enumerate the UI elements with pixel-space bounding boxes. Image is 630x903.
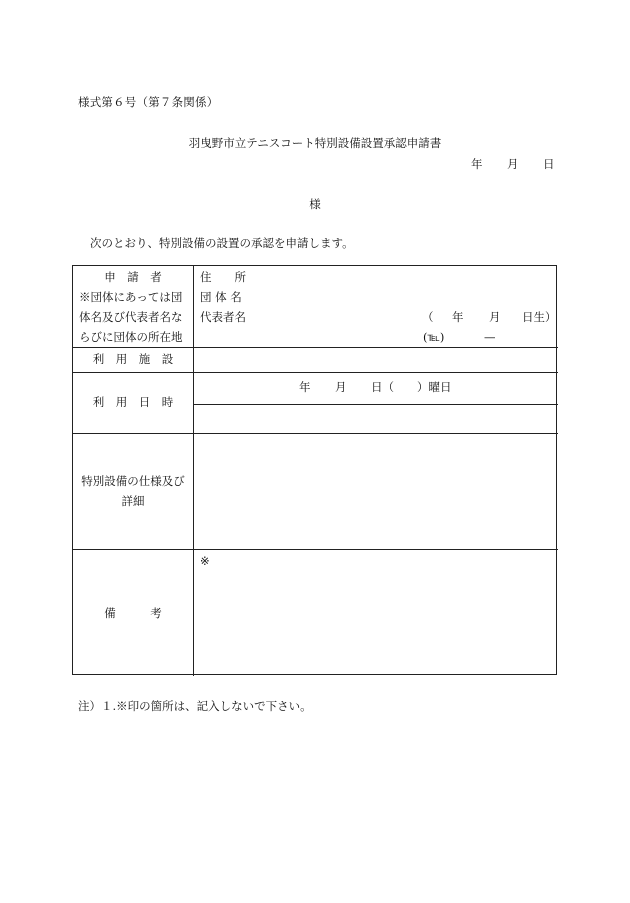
birth-month: 月	[489, 310, 501, 324]
tel-dash: —	[484, 330, 496, 344]
date-year: 年	[471, 157, 483, 171]
applicant-note-line2: 体名及び代表者名な	[79, 310, 183, 324]
column-divider	[193, 266, 194, 676]
remarks-mark: ※	[200, 554, 210, 568]
birth-year: 年	[452, 310, 464, 324]
document-title: 羽曳野市立テニスコート特別設備設置承認申請書	[188, 136, 442, 150]
remarks-label: 備 考	[104, 606, 162, 620]
form-number: 様式第６号（第７条関係）	[78, 95, 219, 109]
date-month: 月	[507, 157, 519, 171]
applicant-label: 申 請 者	[104, 270, 162, 284]
application-table	[72, 265, 557, 675]
usage-year: 年	[299, 380, 311, 394]
usage-datetime-label: 利 用 日 時	[92, 395, 174, 409]
facility-label: 利 用 施 設	[92, 352, 174, 366]
usage-month: 月	[335, 380, 347, 394]
equipment-label-line2: 詳細	[121, 494, 145, 508]
applicant-note-line1: ※団体にあっては団	[79, 290, 183, 304]
addressee: 様	[309, 197, 321, 211]
group-name-label: 団 体 名	[200, 290, 242, 304]
birth-day: 日生）	[522, 310, 557, 324]
date-day: 日	[543, 157, 555, 171]
row-divider	[193, 404, 558, 405]
address-label: 住 所	[200, 270, 246, 284]
intro-text: 次のとおり、特別設備の設置の承認を申請します。	[90, 236, 354, 250]
row-divider	[73, 347, 558, 348]
usage-day-weekday: 日（ ）曜日	[371, 380, 452, 394]
representative-label: 代表者名	[200, 310, 246, 324]
row-divider	[73, 433, 558, 434]
applicant-note-line3: らびに団体の所在地	[79, 330, 183, 344]
row-divider	[73, 372, 558, 373]
birth-open-paren: （	[422, 310, 434, 324]
tel-label: (℡)	[423, 330, 445, 344]
equipment-label-line1: 特別設備の仕様及び	[81, 474, 185, 488]
footnote: 注）１.※印の箇所は、記入しないで下さい。	[78, 699, 312, 713]
row-divider	[73, 549, 558, 550]
